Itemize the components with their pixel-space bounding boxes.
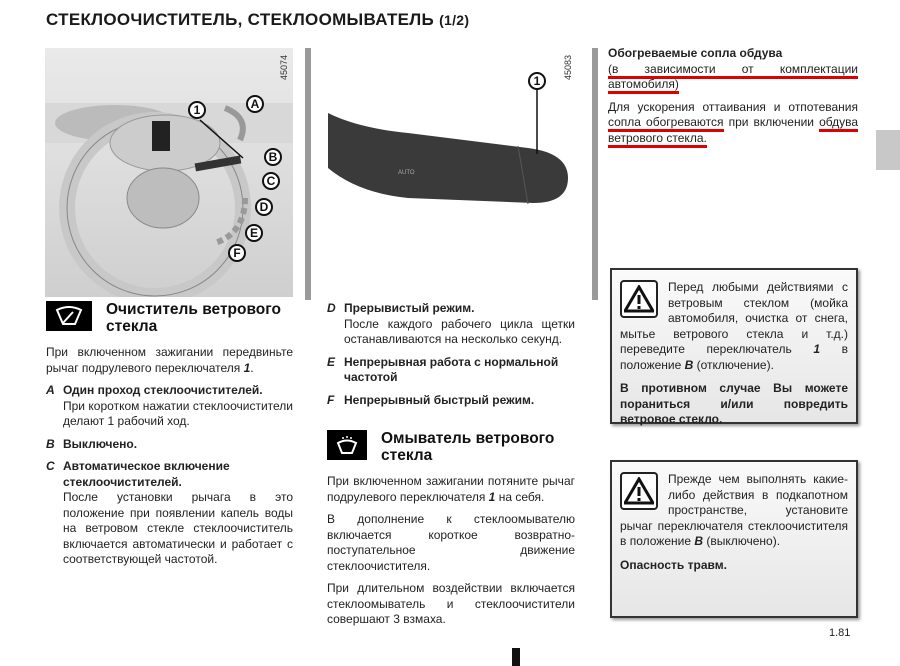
nozzles-text: Для ускорения оттаивания и отпотевания сопла обогреваются при включении обдува ветрового стекла. [608,100,858,147]
column-divider [592,48,598,300]
warning-box-windshield: Перед любыми действиями с ветровым стеклом (мойка автомобиля, очистка от снега, мытье ветрового стекла и т.д.) переведите переключатель 1 в положение B (отключение). В противном случае Вы можете пораниться и/или повредить ветровое стекло. [610,268,858,424]
wiper-lever-illustration [318,48,588,298]
washer-p3: При длительном воздействии включается стеклоомыватель и стеклоочистители совершают 3 взмаха. [327,581,575,626]
section-tab [876,130,900,170]
mode-item-c: C Автоматическое включение стеклоочистителей. После установки рычага в это положение при появлении капель воды на ветровом стекле стеклоочиститель включается автоматически и работает с соответствующей частотой. [46,459,293,566]
figure-number: 45074 [279,54,289,80]
callout-a: A [246,95,264,113]
washer-p1: При включенном зажигании потяните рычаг подрулевого переключателя 1 на себя. [327,474,575,504]
washer-header [327,430,575,464]
auto-label: AUTO [398,170,415,176]
mode-item-d: D Прерывистый режим. После каждого рабочего цикла щетки останавливаются на несколько секунд. [327,301,575,346]
wiper-section-cont [327,301,575,635]
page-title: СТЕКЛООЧИСТИТЕЛЬ, СТЕКЛООМЫВАТЕЛЬ (1/2) [46,10,470,29]
callout-1: 1 [188,101,206,119]
nozzles-note: (в зависимости от комплектации автомобиля) [608,62,858,93]
callout-1: 1 [528,72,546,90]
mode-item-f: F Непрерывный быстрый режим. [327,392,535,407]
nozzles-heading: Обогреваемые сопла обдува [608,46,783,60]
windshield-washer-icon [327,430,367,460]
warning-triangle-icon [620,472,658,510]
heated-nozzles-section [608,46,858,153]
mode-item-e: E Непрерывная работа с нормальной частотой [327,354,559,384]
callout-f: F [228,244,246,262]
steering-wheel-figure [45,48,293,297]
callout-c: C [262,172,280,190]
page-number: 1.81 [829,627,851,639]
steering-wheel-illustration [45,48,293,297]
windshield-wiper-icon [46,301,92,331]
washer-heading: Омыватель ветрового стекла [381,430,555,464]
warning-box-engine: Прежде чем выполнять какие-либо действия в подкапотном пространстве, установите рычаг переключателя стеклоочистителя в положение B (выключено). Опасность травм. [610,460,858,618]
column-divider [305,48,311,300]
callout-d: D [255,198,273,216]
crop-mark [512,648,520,666]
callout-e: E [245,224,263,242]
wiper-heading: Очиститель ветрового стекла [106,301,281,335]
wiper-intro: При включенном зажигании передвиньте рычаг подрулевого переключателя 1. [46,345,293,375]
wiper-lever-figure [318,48,588,298]
warning-triangle-icon [620,280,658,318]
mode-item-b: B Выключено. [46,436,138,451]
washer-p2: В дополнение к стеклоомывателю включается короткое возвратно-поступательное движение стеклоочистителя. [327,512,575,573]
wiper-section [46,301,293,575]
mode-item-a: A Один проход стеклоочистителей. При коротком нажатии стеклоочистители делают 1 рабочий ход. [46,383,293,428]
callout-b: B [264,148,282,166]
figure-number: 45083 [563,54,573,80]
